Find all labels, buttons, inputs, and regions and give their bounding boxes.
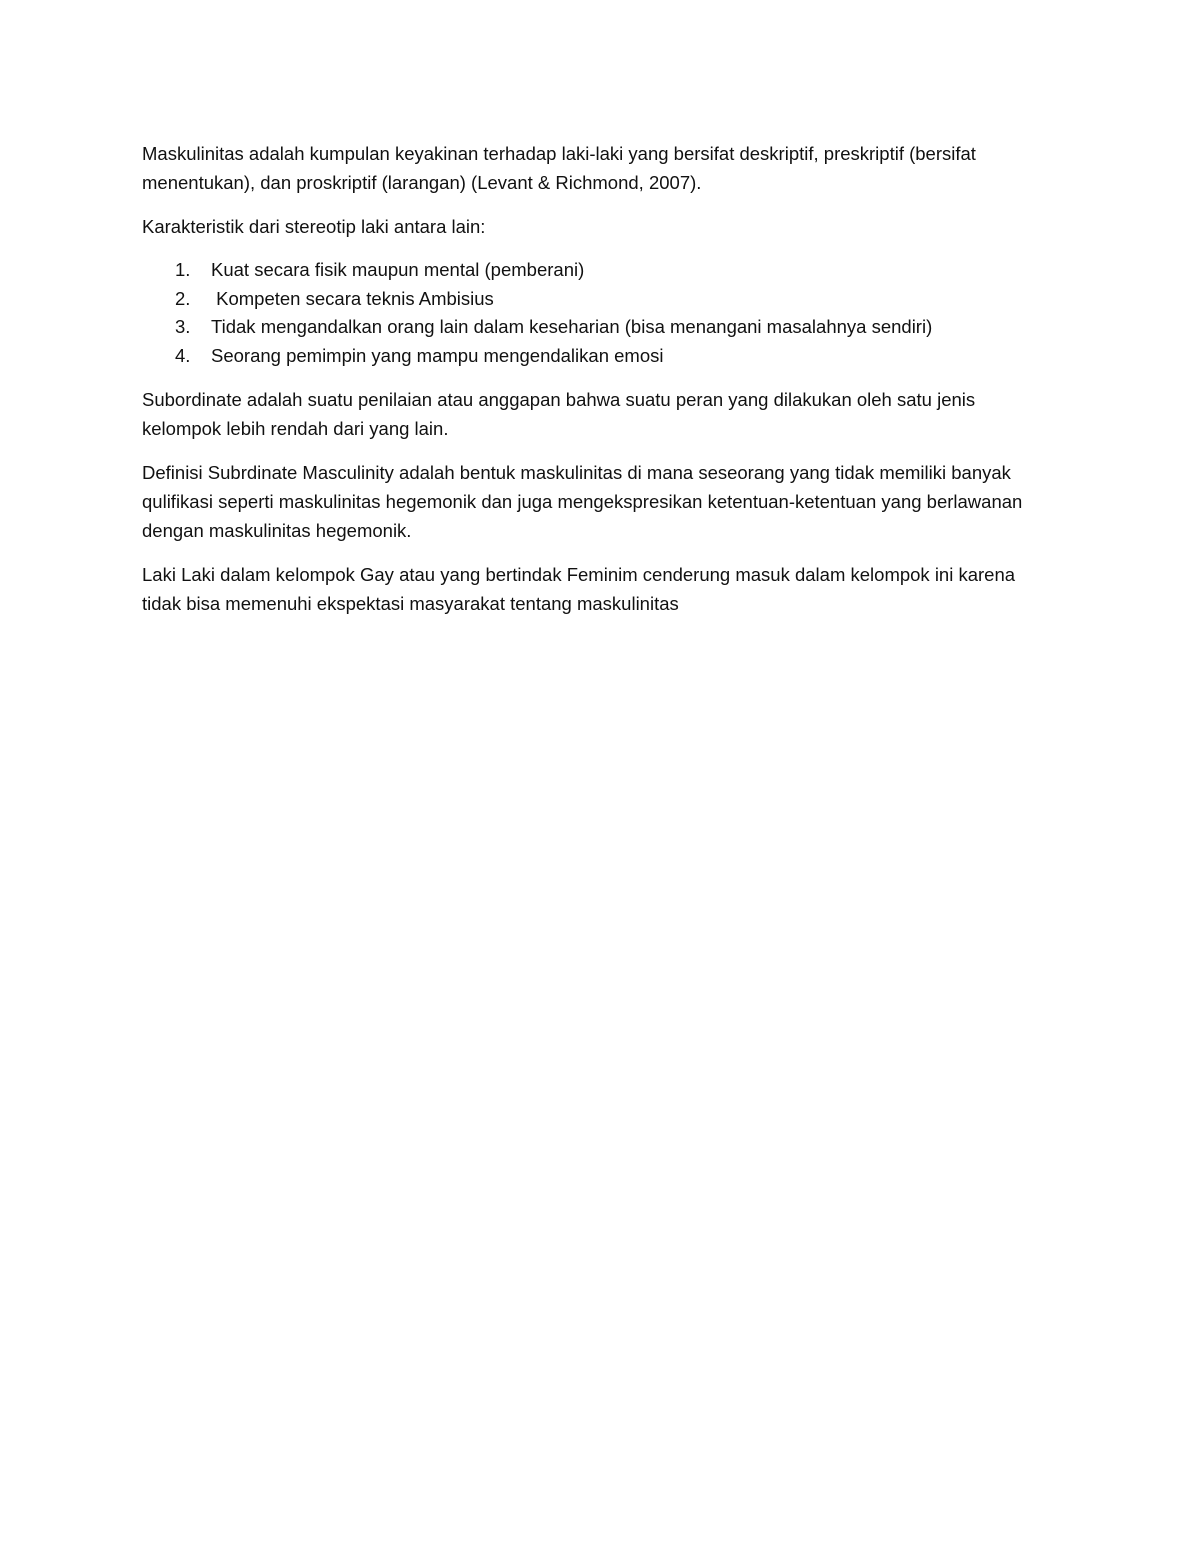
list-text: Kuat secara fisik maupun mental (pemberani)	[211, 259, 585, 280]
document-body	[142, 139, 1052, 633]
list-item	[142, 285, 1052, 314]
paragraph-subordinate-masculinity: Definisi Subrdinate Masculinity adalah bentuk maskulinitas di mana seseorang yang tidak memiliki banyak qulifikasi seperti maskulinitas hegemonik dan juga mengekspresikan ketentuan-ketentuan yang berlawanan dengan maskulinitas hegemonik.	[142, 462, 1023, 541]
list-text: Kompeten secara teknis Ambisius	[211, 287, 494, 309]
list-item	[142, 313, 1052, 342]
list-number: 1.	[175, 259, 191, 280]
stereotype-list	[142, 256, 1052, 370]
list-number: 4.	[175, 344, 191, 366]
list-text: Tidak mengandalkan orang lain dalam keseharian (bisa menangani masalahnya sendiri)	[211, 316, 933, 337]
paragraph-stereotype-intro: Karakteristik dari stereotip laki antara lain:	[142, 216, 486, 237]
paragraph-gay-feminine-group: Laki Laki dalam kelompok Gay atau yang bertindak Feminim cenderung masuk dalam kelompok ini karena tidak bisa memenuhi ekspektasi masyarakat tentang maskulinitas	[142, 564, 1016, 614]
list-item	[142, 256, 1052, 285]
list-item	[142, 342, 1052, 371]
list-text: Seorang pemimpin yang mampu mengendalikan emosi	[211, 344, 664, 366]
list-number: 3.	[175, 316, 191, 337]
paragraph-masculinity-definition: Maskulinitas adalah kumpulan keyakinan terhadap laki-laki yang bersifat deskriptif, preskriptif (bersifat menentukan), dan proskriptif (larangan) (Levant & Richmond, 2007).	[142, 143, 976, 193]
list-number: 2.	[175, 287, 191, 309]
paragraph-subordinate-definition: Subordinate adalah suatu penilaian atau anggapan bahwa suatu peran yang dilakukan oleh satu jenis kelompok lebih rendah dari yang lain.	[142, 389, 976, 439]
